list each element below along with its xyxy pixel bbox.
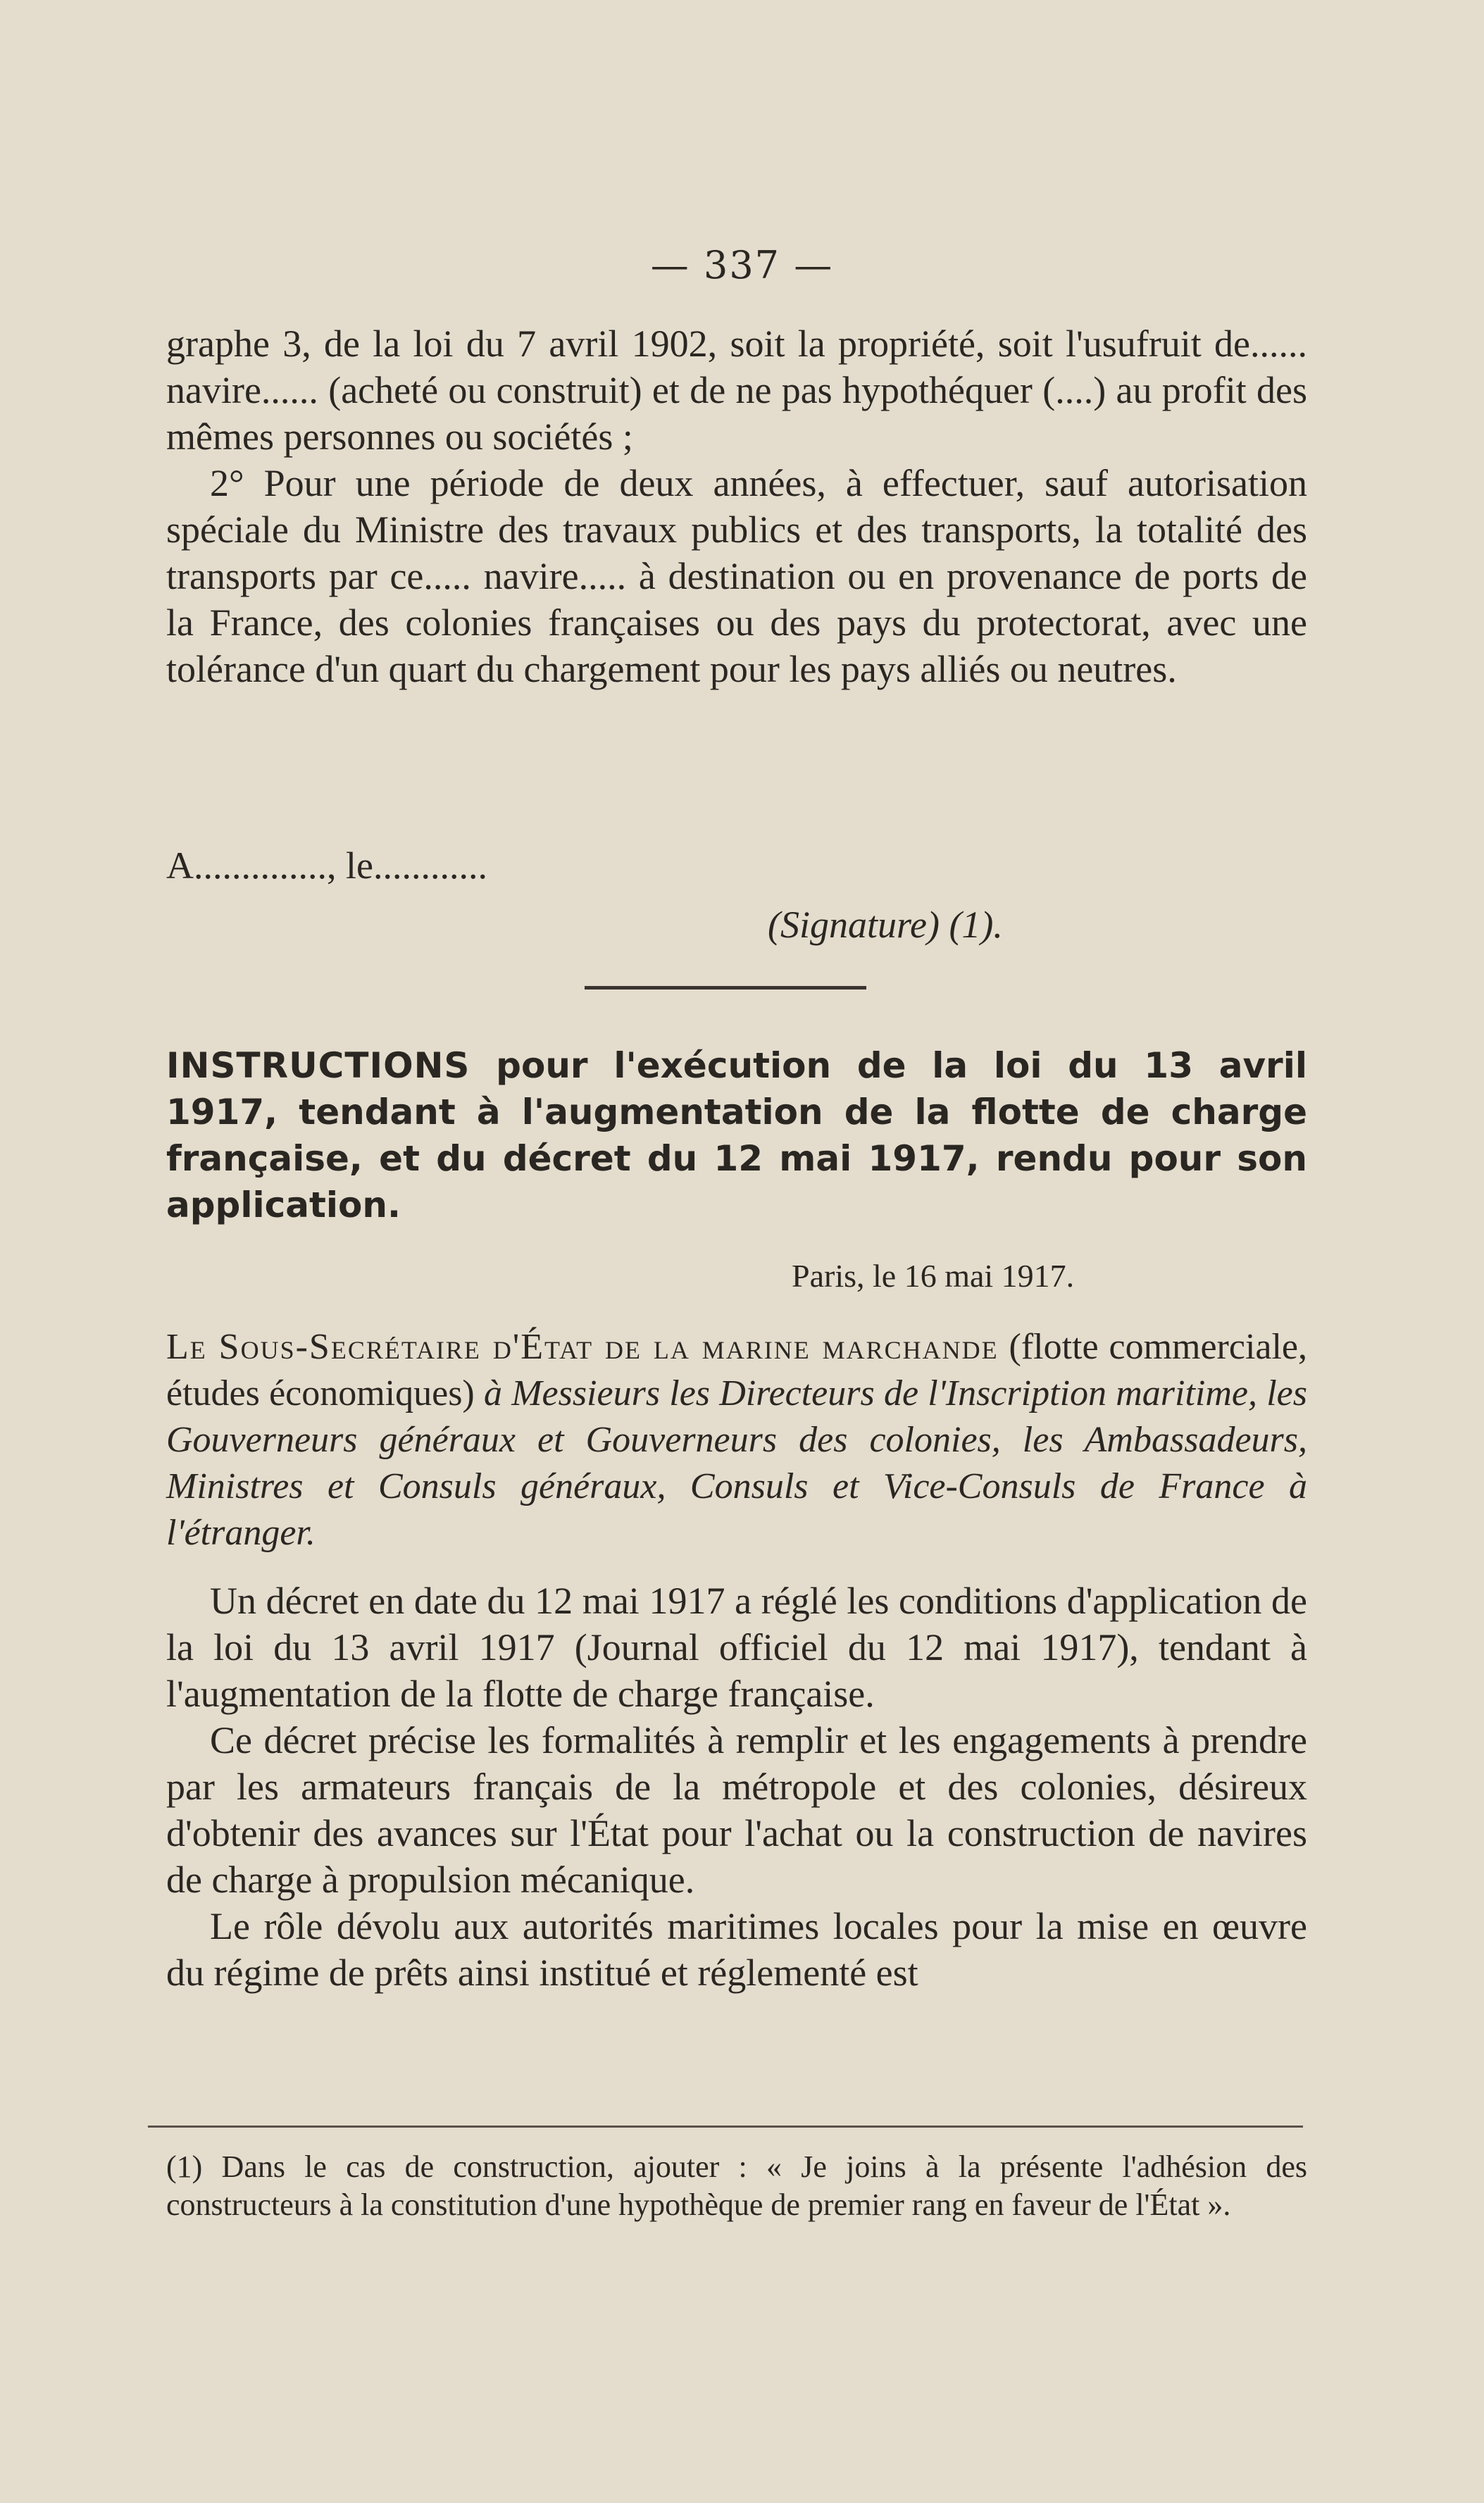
paragraph-decree: Un décret en date du 12 mai 1917 a réglé les conditions d'application de la loi du 13 avril 1917 (Journal officiel du 12 mai 1917), tendant à l'augmentation de la flotte de charge française. [166, 1580, 1307, 1715]
paragraph-formalities: Ce décret précise les formalités à remplir et les engagements à prendre par les armateurs français de la métropole et des colonies, désireux d'obtenir des avances sur l'État pour l'achat ou la construction de navires de charge à propulsion mécanique. [166, 1719, 1307, 1901]
dateline: Paris, le 16 mai 1917. [792, 1258, 1075, 1294]
instructions-heading-lead: INSTRUCTIONS [166, 1045, 470, 1086]
paragraph-continuation: graphe 3, de la loi du 7 avril 1902, soit la propriété, soit l'usufruit de...... navire...... (acheté ou construit) et de ne pas hypothéquer (....) au profit des mêmes personnes ou sociétés ; [166, 323, 1307, 458]
top-paragraphs [166, 320, 1307, 692]
instructions-heading-rest: pour l'exécution de la loi du 13 avril 1917, tendant à l'augmentation de la flotte de charge française, et du décret du 12 mai 1917, rendu pour son application. [166, 1045, 1307, 1225]
paragraph-second-item: 2° Pour une période de deux années, à effectuer, sauf autorisation spéciale du Ministre des travaux publics et des transports, la totalité des transports par ce..... navire..... à destination ou en provenance de ports de la France, des colonies françaises ou des pays du protectorat, avec une tolérance d'un quart du chargement pour les pays alliés ou neutres. [166, 462, 1307, 690]
body-paragraphs [166, 1578, 1307, 1996]
instructions-heading [166, 1042, 1307, 1228]
footnote-divider [148, 2126, 1303, 2128]
section-divider [585, 986, 866, 990]
place-date-line: A.............., le............ [166, 844, 487, 887]
sender: Le Sous-Secrétaire d'État de la marine marchande [166, 1327, 999, 1367]
sender-note: (flotte commerciale, études économiques) [166, 1327, 1307, 1413]
recipients: à Messieurs les Directeurs de l'Inscription maritime, les Gouverneurs généraux et Gouverneurs des colonies, les Ambassadeurs, Ministres et Consuls généraux, Consuls et Vice-Consuls de France à l'étranger. [166, 1373, 1307, 1553]
signature-line: (Signature) (1). [768, 904, 1003, 946]
paragraph-role: Le rôle dévolu aux autorités maritimes locales pour la mise en œuvre du régime de prêts ainsi institué et réglementé est [166, 1905, 1307, 1994]
address-block [166, 1324, 1307, 1556]
footnote: (1) Dans le cas de construction, ajouter : « Je joins à la présente l'adhésion des constructeurs à la constitution d'une hypothèque de premier rang en faveur de l'État ». [166, 2149, 1307, 2222]
page-number: — 337 — [650, 243, 834, 287]
